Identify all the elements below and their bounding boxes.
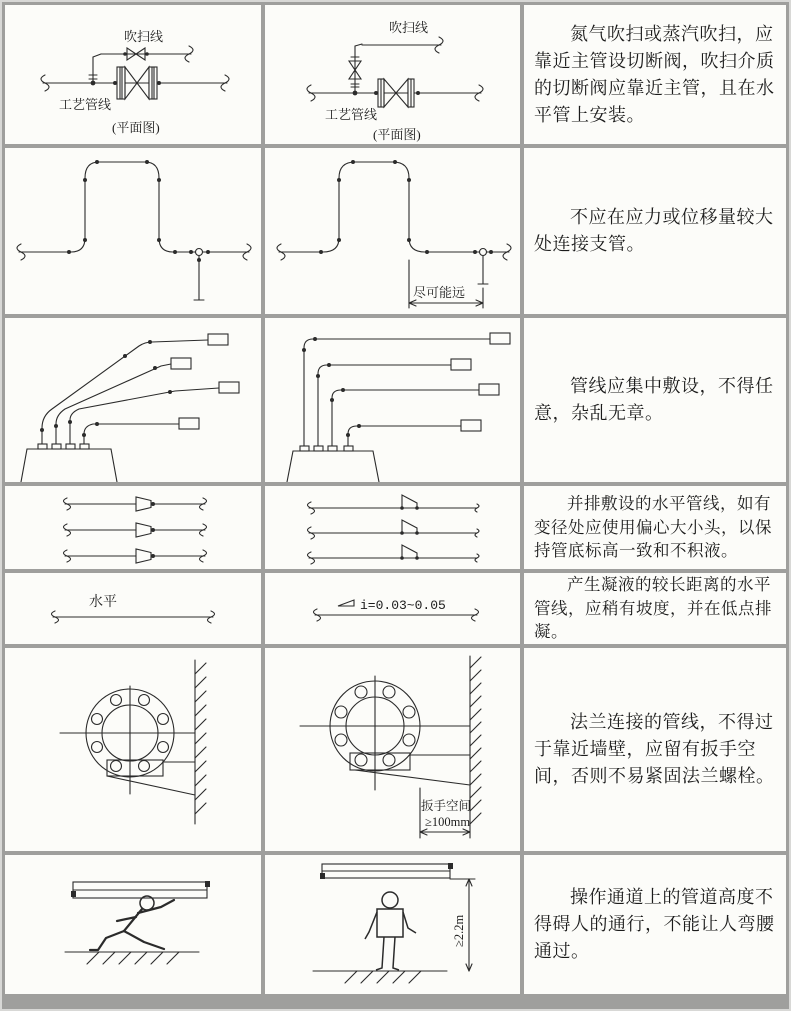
- eccentric-reducer-diagram: [265, 486, 520, 569]
- guideline-text: 管线应集中敷设，不得任意，杂乱无章。: [534, 376, 774, 423]
- min-height-label: ≥2.2m: [452, 914, 466, 947]
- flange-too-close-diagram: [5, 648, 261, 851]
- instrument-box: [171, 358, 191, 369]
- row7-diagram-left: [5, 855, 261, 994]
- level-line-diagram: [5, 573, 261, 644]
- instrument-box: [451, 359, 471, 370]
- orderly-routing-diagram: [265, 318, 520, 482]
- plan-view-caption: (平面图): [373, 127, 421, 142]
- instrument-box: [219, 382, 239, 393]
- process-line-label: 工艺管线: [325, 107, 378, 122]
- row3-diagram-left: [5, 318, 261, 482]
- bending-person-figure: [90, 896, 174, 950]
- gate-valve-symbol: [378, 79, 414, 107]
- branch-tee-symbol: [480, 249, 487, 256]
- row2-diagram-left: [5, 148, 261, 314]
- guideline-text: 并排敷设的水平管线，如有变径处应使用偏心大小头，以保持管底标高一致和不积液。: [534, 494, 772, 561]
- vessel-outline: [21, 449, 117, 482]
- support-bracket: [350, 753, 410, 770]
- row6-diagram-left: [5, 648, 261, 851]
- row5-diagram-right: [265, 573, 520, 644]
- ground-hatch: [313, 971, 447, 983]
- wrench-space-label: 扳手空间: [421, 799, 472, 813]
- guideline-text: 氮气吹扫或蒸汽吹扫，应靠近主管设切断阀，吹扫介质的切断阀应靠近主管，且在水平管上安装。: [534, 23, 775, 125]
- row2-diagram-right: [265, 148, 520, 314]
- standing-person-figure: [365, 892, 416, 970]
- row3-note-cell: [524, 318, 786, 482]
- purge-line-label: 吹扫线: [124, 29, 164, 44]
- row6-note-cell: [524, 648, 786, 851]
- support-bracket: [107, 760, 163, 776]
- dimension-lines: [420, 788, 470, 838]
- row3-diagram-right: [265, 318, 520, 482]
- dimension-lines: [409, 260, 483, 308]
- slope-triangle-icon: [338, 600, 354, 606]
- row4-note-cell: [524, 486, 786, 569]
- process-line-label: 工艺管线: [59, 97, 112, 112]
- concentric-reducer-symbol: [136, 497, 151, 511]
- row2-note-cell: [524, 148, 786, 314]
- wall-hatch: [470, 656, 481, 834]
- expansion-loop-branch-near: [5, 148, 261, 314]
- concentric-reducer-diagram: [5, 486, 261, 569]
- row6-diagram-right: [265, 648, 520, 851]
- row7-note-cell: [524, 855, 786, 994]
- instrument-box: [208, 334, 228, 345]
- row7-diagram-right: [265, 855, 520, 994]
- guideline-text: 产生凝液的较长距离的水平管线，应稍有坡度，并在低点排凝。: [534, 575, 772, 642]
- high-pipe-standing-person-diagram: [265, 855, 520, 994]
- concentric-reducer-symbol: [136, 523, 151, 537]
- wall-hatch: [195, 660, 206, 824]
- instrument-box: [479, 384, 499, 395]
- plan-view-caption: (平面图): [112, 120, 160, 135]
- row5-note-cell: [524, 573, 786, 644]
- eccentric-reducer-symbol: [402, 545, 417, 558]
- slope-value-label: i=0.03~0.05: [360, 598, 446, 613]
- scattered-routing-diagram: [5, 318, 261, 482]
- row1-diagram-right: [265, 5, 520, 144]
- flange-with-wrench-space-diagram: [265, 648, 520, 851]
- row1-note-cell: [524, 5, 786, 144]
- concentric-reducer-symbol: [136, 549, 151, 563]
- branch-tee-symbol: [196, 249, 203, 256]
- row1-diagram-left: [5, 5, 261, 144]
- gate-valve-symbol: [117, 67, 157, 99]
- sloped-line-diagram: [265, 573, 520, 644]
- purge-line-label: 吹扫线: [389, 20, 429, 35]
- guideline-text: 操作通道上的管道高度不得碍人的通行，不能让人弯腰通过。: [534, 887, 775, 961]
- instrument-box: [490, 333, 510, 344]
- expansion-loop-branch-far: [265, 148, 520, 314]
- level-label: 水平: [89, 595, 117, 610]
- eccentric-reducer-symbol: [402, 495, 417, 508]
- row4-diagram-right: [265, 486, 520, 569]
- vessel-outline: [287, 451, 379, 482]
- as-far-as-possible-label: 尽可能远: [413, 285, 466, 300]
- row5-diagram-left: [5, 573, 261, 644]
- instrument-box: [179, 418, 199, 429]
- purge-plan-diagram-wrong: [5, 5, 261, 144]
- purge-plan-diagram-right: [265, 5, 520, 144]
- row4-diagram-left: [5, 486, 261, 569]
- guideline-text: 不应在应力或位移量较大处连接支管。: [534, 207, 774, 254]
- eccentric-reducer-symbol: [402, 520, 417, 533]
- guideline-text: 法兰连接的管线，不得过于靠近墙壁，应留有扳手空间，否则不易紧固法兰螺栓。: [534, 712, 775, 786]
- wrench-space-value: ≥100mm: [425, 815, 471, 829]
- low-pipe-bent-person-diagram: [5, 855, 261, 994]
- instrument-box: [461, 420, 481, 431]
- ground-hatch: [65, 952, 199, 964]
